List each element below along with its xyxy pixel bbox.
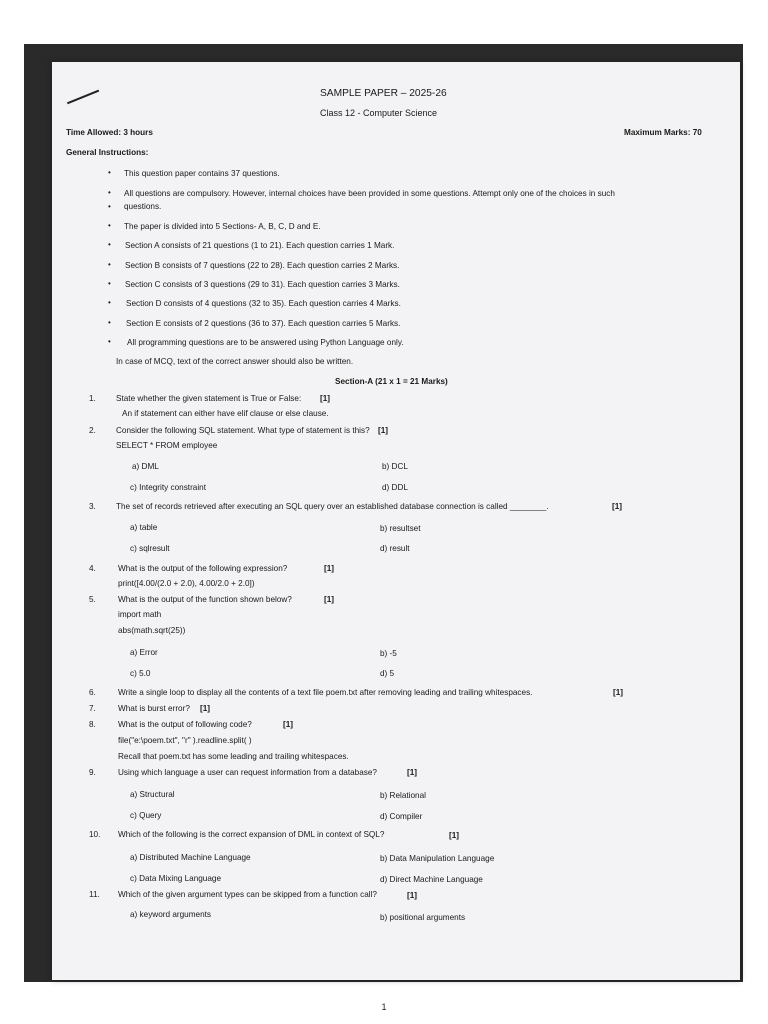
question-marks: [1]	[449, 831, 460, 840]
question-marks: [1]	[407, 768, 418, 777]
question-text: Using which language a user can request information from a database?	[118, 768, 377, 777]
question-text: What is the output of the function shown below?	[118, 595, 292, 604]
question-number: 3.	[89, 502, 96, 511]
option: b) Data Manipulation Language	[380, 854, 495, 863]
option: b) DCL	[382, 462, 408, 471]
instruction-item: Section B consists of 7 questions (22 to 28). Each question carries 2 Marks.	[125, 261, 400, 270]
option: b) Relational	[380, 791, 426, 800]
option: a) Structural	[130, 790, 175, 799]
instruction-item: Section A consists of 21 questions (1 to 21). Each question carries 1 Mark.	[125, 241, 395, 250]
question-marks: [1]	[324, 595, 335, 604]
option: a) Distributed Machine Language	[130, 853, 251, 862]
maximum-marks: Maximum Marks: 70	[624, 128, 702, 137]
question-number: 8.	[89, 720, 96, 729]
instruction-item: Section E consists of 2 questions (36 to 37). Each question carries 5 Marks.	[126, 319, 401, 328]
option: a) DML	[132, 462, 159, 471]
question-number: 1.	[89, 394, 96, 403]
bullet-icon: •	[108, 202, 111, 211]
question-marks: [1]	[283, 720, 294, 729]
question-text: The set of records retrieved after executing an SQL query over an established database connection is called ________.	[116, 502, 549, 511]
question-statement: An if statement can either have elif clause or else clause.	[122, 409, 329, 418]
code-line: print([4.00/(2.0 + 2.0), 4.00/2.0 + 2.0])	[118, 579, 255, 588]
bullet-icon: •	[108, 298, 111, 307]
option: c) sqlresult	[130, 544, 170, 553]
option: c) Query	[130, 811, 162, 820]
question-marks: [1]	[612, 502, 623, 511]
paper-title: SAMPLE PAPER – 2025-26	[320, 88, 447, 99]
question-text: What is burst error?	[118, 704, 190, 713]
question-marks: [1]	[378, 426, 389, 435]
question-number: 10.	[89, 830, 101, 839]
paper-subtitle: Class 12 - Computer Science	[320, 108, 438, 118]
question-text: What is the output of the following expression?	[118, 564, 288, 573]
question-marks: [1]	[200, 704, 211, 713]
instruction-item: Section D consists of 4 questions (32 to 35). Each question carries 4 Marks.	[126, 299, 401, 308]
question-paper-sheet	[52, 62, 740, 980]
option: a) Error	[130, 648, 158, 657]
code-line: abs(math.sqrt(25))	[118, 626, 186, 635]
instruction-item: Section C consists of 3 questions (29 to 31). Each question carries 3 Marks.	[125, 280, 400, 289]
question-marks: [1]	[613, 688, 624, 697]
option: b) resultset	[380, 524, 421, 533]
question-number: 4.	[89, 564, 96, 573]
option: a) keyword arguments	[130, 910, 211, 919]
question-text: Write a single loop to display all the contents of a text file poem.txt after removing leading and trailing whitespaces.	[118, 688, 533, 697]
bullet-icon: •	[108, 279, 111, 288]
question-note: Recall that poem.txt has some leading and trailing whitespaces.	[118, 752, 349, 761]
option: d) Direct Machine Language	[380, 875, 483, 884]
question-marks: [1]	[320, 394, 331, 403]
question-number: 2.	[89, 426, 96, 435]
bullet-icon: •	[108, 318, 111, 327]
option: b) positional arguments	[380, 913, 466, 922]
question-number: 6.	[89, 688, 96, 697]
instruction-item: questions.	[124, 202, 162, 211]
question-text: Consider the following SQL statement. What type of statement is this?	[116, 426, 370, 435]
question-text: Which of the following is the correct expansion of DML in context of SQL?	[118, 830, 385, 839]
question-number: 9.	[89, 768, 96, 777]
page-number: 1	[381, 1002, 387, 1012]
instruction-item: All questions are compulsory. However, internal choices have been provided in some questions. Attempt only one of the choices in such	[124, 189, 615, 198]
section-heading: Section-A (21 x 1 = 21 Marks)	[335, 377, 448, 386]
option: d) DDL	[382, 483, 408, 492]
code-line: import math	[118, 610, 162, 619]
pen-mark	[67, 90, 99, 104]
bullet-icon: •	[108, 260, 111, 269]
instructions-heading: General Instructions:	[66, 148, 149, 157]
instruction-item: All programming questions are to be answered using Python Language only.	[127, 338, 404, 347]
option: a) table	[130, 523, 158, 532]
instruction-item: This question paper contains 37 questions.	[124, 169, 280, 178]
option: d) Compiler	[380, 812, 423, 821]
code-line: SELECT * FROM employee	[116, 441, 218, 450]
option: c) Data Mixing Language	[130, 874, 222, 883]
question-number: 11.	[89, 890, 100, 899]
option: d) result	[380, 544, 410, 553]
option: d) 5	[380, 669, 395, 678]
instruction-item: The paper is divided into 5 Sections- A, B, C, D and E.	[124, 222, 321, 231]
question-text: Which of the given argument types can be skipped from a function call?	[118, 890, 377, 899]
option: c) Integrity constraint	[130, 483, 206, 492]
option: b) -5	[380, 649, 397, 658]
question-number: 7.	[89, 704, 96, 713]
bullet-icon: •	[108, 221, 111, 230]
bullet-icon: •	[108, 188, 111, 197]
bullet-icon: •	[108, 168, 111, 177]
code-line: file("e:\poem.txt", "r" ).readline.split( )	[118, 736, 252, 745]
question-marks: [1]	[407, 891, 418, 900]
question-text: State whether the given statement is True or False:	[116, 394, 302, 403]
mcq-note: In case of MCQ, text of the correct answer should also be written.	[116, 357, 354, 366]
question-marks: [1]	[324, 564, 335, 573]
time-allowed: Time Allowed: 3 hours	[66, 128, 153, 137]
bullet-icon: •	[108, 337, 111, 346]
question-number: 5.	[89, 595, 96, 604]
question-text: What is the output of following code?	[118, 720, 252, 729]
bullet-icon: •	[108, 240, 111, 249]
option: c) 5.0	[130, 669, 151, 678]
